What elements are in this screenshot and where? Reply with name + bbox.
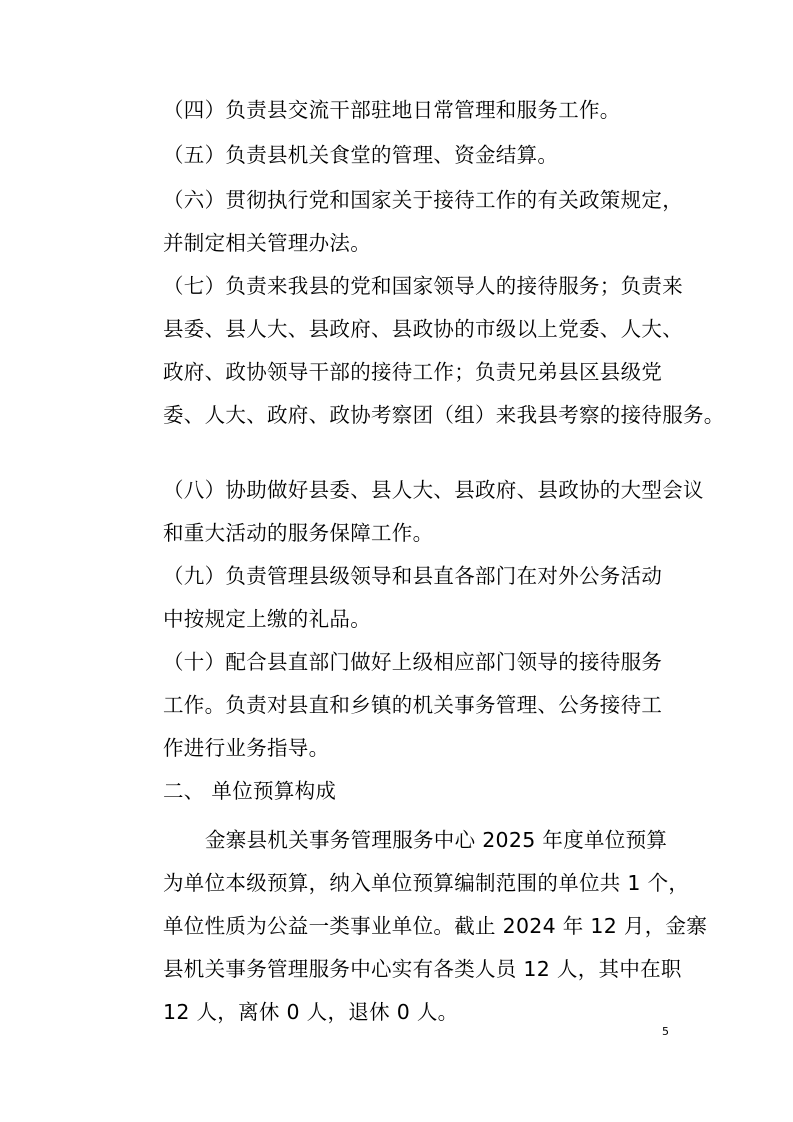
body-paragraph-line-4: 县机关事务管理服务中心实有各类人员 12 人，其中在职 — [163, 957, 682, 981]
duty-item-7-line-4: 委、人大、政府、政协考察团（组）来我县考察的接待服务。 — [163, 403, 725, 427]
section-heading: 二、 单位预算构成 — [163, 779, 337, 803]
duty-item-9-line-1: （九）负责管理县级领导和县直各部门在对外公务活动 — [163, 564, 663, 588]
duty-item-6-line-1: （六）贯彻执行党和国家关于接待工作的有关政策规定， — [163, 188, 683, 212]
body-paragraph-line-1: 金寨县机关事务管理服务中心 2025 年度单位预算 — [205, 828, 668, 852]
duty-item-8-line-1: （八）协助做好县委、县人大、县政府、县政协的大型会议 — [163, 478, 704, 502]
duty-item-10-line-3: 作进行业务指导。 — [163, 736, 330, 760]
duty-item-5: （五）负责县机关食堂的管理、资金结算。 — [163, 143, 559, 167]
duty-item-7-line-3: 政府、政协领导干部的接待工作；负责兄弟县区县级党 — [163, 360, 663, 384]
page-number: 5 — [662, 1025, 669, 1038]
duty-item-10-line-1: （十）配合县直部门做好上级相应部门领导的接待服务 — [163, 650, 663, 674]
duty-item-9-line-2: 中按规定上缴的礼品。 — [163, 607, 371, 631]
body-paragraph-line-5: 12 人，离休 0 人，退休 0 人。 — [163, 1000, 459, 1024]
duty-item-10-line-2: 工作。负责对县直和乡镇的机关事务管理、公务接待工 — [163, 693, 663, 717]
duty-item-4: （四）负责县交流干部驻地日常管理和服务工作。 — [163, 98, 621, 122]
body-paragraph-line-3: 单位性质为公益一类事业单位。截止 2024 年 12 月，金寨 — [163, 914, 708, 938]
duty-item-8-line-2: 和重大活动的服务保障工作。 — [163, 521, 434, 545]
body-paragraph-line-2: 为单位本级预算，纳入单位预算编制范围的单位共 1 个， — [163, 871, 690, 895]
duty-item-7-line-1: （七）负责来我县的党和国家领导人的接待服务；负责来 — [163, 274, 683, 298]
duty-item-6-line-2: 并制定相关管理办法。 — [163, 231, 371, 255]
duty-item-7-line-2: 县委、县人大、县政府、县政协的市级以上党委、人大、 — [163, 317, 683, 341]
